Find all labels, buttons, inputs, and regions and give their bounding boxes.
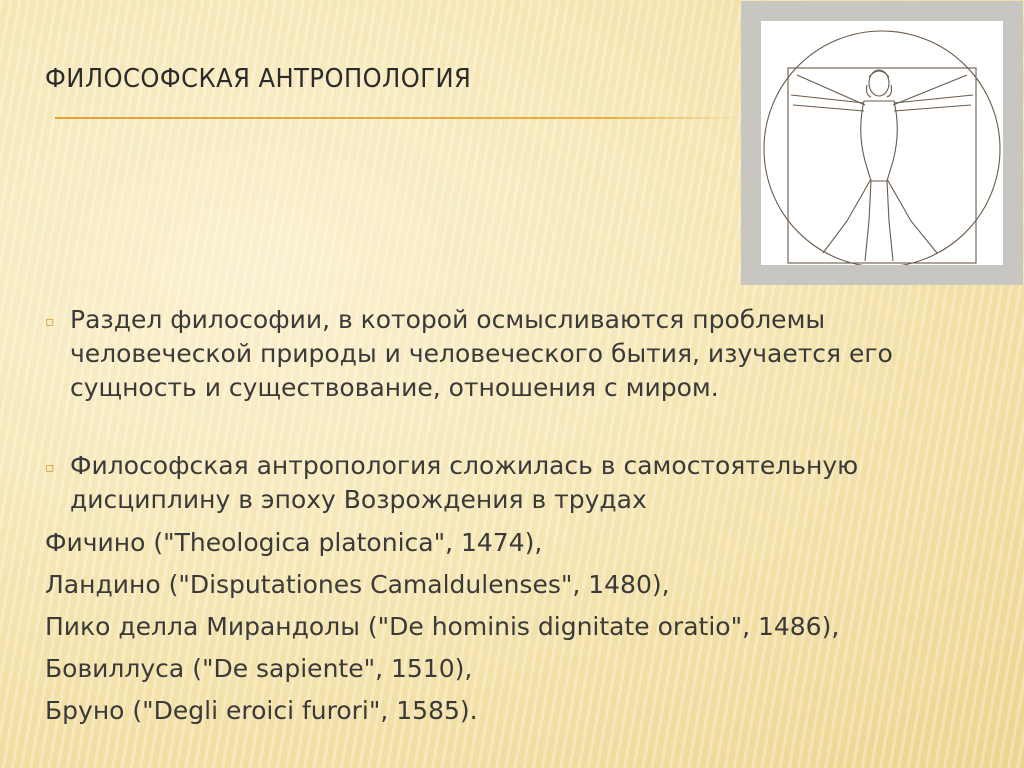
title-divider [55,117,745,119]
works-list-item: Бруно ("Degli eroici furori", 1585). [45,696,478,725]
slide-body [45,303,1005,731]
bullet-text: Философская антропология сложилась в самостоятельную дисциплину в эпоху Возрождения в трудах [70,451,859,514]
image-frame [741,1,1023,285]
works-list-item: Пико делла Мирандолы ("De hominis dignitate oratio", 1486), [45,612,840,641]
bullet-marker-icon: ▫ [45,314,55,330]
works-list-item: Фичино ("Theologica platonica", 1474), [45,528,543,557]
bullet-item-history [45,449,1005,517]
works-list-item: Бовиллуса ("De sapiente", 1510), [45,654,473,683]
vitruvian-man-image [761,21,1003,265]
bullet-text: Раздел философии, в которой осмысливаются проблемы человеческой природы и человеческого бытия, изучается его сущность и существование, отношения с миром. [70,305,893,402]
works-list [45,523,1005,731]
bullet-item-definition [45,303,1005,405]
slide-title: ФИЛОСОФСКАЯ АНТРОПОЛОГИЯ [45,64,472,94]
works-list-item: Ландино ("Disputationes Camaldulenses", 1480), [45,570,670,599]
bullet-marker-icon: ▫ [45,460,55,476]
vitruvian-man-icon [761,21,1003,265]
